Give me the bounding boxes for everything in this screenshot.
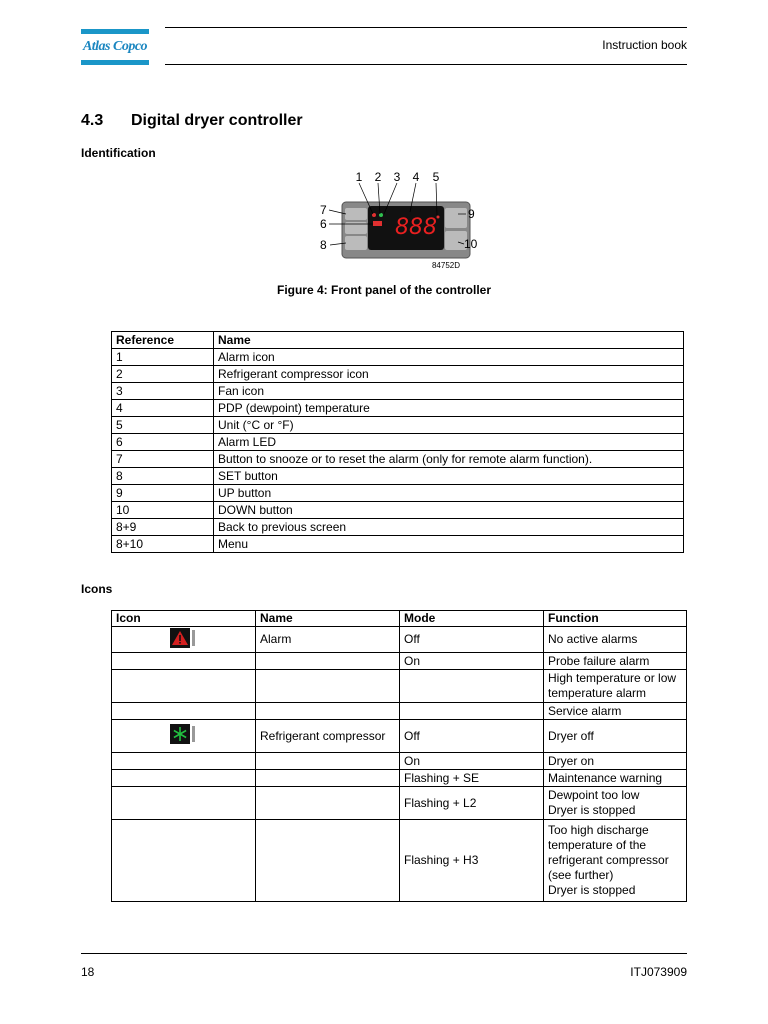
cell-function: Dryer on xyxy=(544,753,687,770)
table-row xyxy=(112,670,687,703)
identification-heading: Identification xyxy=(81,146,156,160)
cell-function: Too high discharge temperature of the refrigerant compressor (see further) Dryer is stopped xyxy=(544,820,687,902)
callout-3: 3 xyxy=(393,170,401,184)
callout-10: 10 xyxy=(464,237,478,251)
table-row xyxy=(112,653,687,670)
cell-mode: Flashing + H3 xyxy=(400,820,544,902)
table-row xyxy=(112,451,684,468)
cell-icon xyxy=(112,703,256,720)
cell-name xyxy=(256,787,400,820)
col-header-icon: Icon xyxy=(112,611,256,627)
cell-mode xyxy=(400,670,544,703)
cell-name: Back to previous screen xyxy=(214,519,684,536)
cell-icon xyxy=(112,753,256,770)
unit-marker xyxy=(437,216,440,219)
section-title: Digital dryer controller xyxy=(131,112,303,129)
cell-reference: 10 xyxy=(112,502,214,519)
table-row xyxy=(112,703,687,720)
cell-icon xyxy=(112,820,256,902)
callout-6: 6 xyxy=(320,217,327,231)
panel-button-7 xyxy=(345,208,367,220)
reference-table xyxy=(111,331,684,553)
callout-8: 8 xyxy=(320,238,327,252)
cell-name xyxy=(256,703,400,720)
cell-mode: Flashing + L2 xyxy=(400,787,544,820)
cell-icon xyxy=(112,787,256,820)
cell-name: UP button xyxy=(214,485,684,502)
cell-function: Dryer off xyxy=(544,720,687,753)
table-row xyxy=(112,400,684,417)
cell-reference: 4 xyxy=(112,400,214,417)
cell-reference: 2 xyxy=(112,366,214,383)
cell-name: Refrigerant compressor icon xyxy=(214,366,684,383)
cell-mode: On xyxy=(400,653,544,670)
col-header-reference: Reference xyxy=(112,332,214,349)
cell-function: Maintenance warning xyxy=(544,770,687,787)
col-header-name: Name xyxy=(214,332,684,349)
cell-name: Refrigerant compressor xyxy=(256,720,400,753)
cell-reference: 3 xyxy=(112,383,214,400)
callout-4: 4 xyxy=(412,170,420,184)
cell-name: Alarm xyxy=(256,627,400,653)
cell-reference: 6 xyxy=(112,434,214,451)
table-row xyxy=(112,502,684,519)
alarm-led xyxy=(373,221,382,226)
table-row xyxy=(112,770,687,787)
callout-1: 1 xyxy=(355,170,363,184)
col-header-name: Name xyxy=(256,611,400,627)
cell-name: DOWN button xyxy=(214,502,684,519)
document-id: ITJ073909 xyxy=(630,965,687,979)
table-row xyxy=(112,753,687,770)
cell-function: High temperature or low temperature alarm xyxy=(544,670,687,703)
cell-mode xyxy=(400,703,544,720)
table-row xyxy=(112,720,687,753)
header-title: Instruction book xyxy=(602,38,687,52)
compressor-icon-marker xyxy=(379,213,383,217)
cell-function: Probe failure alarm xyxy=(544,653,687,670)
table-row xyxy=(112,519,684,536)
cell-reference: 8 xyxy=(112,468,214,485)
cell-function: No active alarms xyxy=(544,627,687,653)
figure-code: 84752D xyxy=(431,261,461,270)
col-header-mode: Mode xyxy=(400,611,544,627)
cell-name: Alarm LED xyxy=(214,434,684,451)
cell-mode: Off xyxy=(400,627,544,653)
logo-bar-top xyxy=(81,29,149,34)
cell-name: Fan icon xyxy=(214,383,684,400)
col-header-function: Function xyxy=(544,611,687,627)
cell-reference: 9 xyxy=(112,485,214,502)
figure-caption: Figure 4: Front panel of the controller xyxy=(276,283,491,297)
table-header-row xyxy=(112,611,687,627)
cell-name xyxy=(256,820,400,902)
cell-name: Button to snooze or to reset the alarm (only for remote alarm function). xyxy=(214,451,684,468)
cell-name xyxy=(256,653,400,670)
cell-reference: 1 xyxy=(112,349,214,366)
header-rule-bottom xyxy=(165,64,687,65)
callout-5: 5 xyxy=(432,170,440,184)
cell-name: SET button xyxy=(214,468,684,485)
table-row xyxy=(112,366,684,383)
alarm-triangle-icon xyxy=(170,628,198,648)
cell-function: Dewpoint too low Dryer is stopped xyxy=(544,787,687,820)
table-row xyxy=(112,349,684,366)
table-row xyxy=(112,434,684,451)
logo-text: Atlas Copco xyxy=(82,39,148,54)
table-row xyxy=(112,787,687,820)
callout-2: 2 xyxy=(374,170,382,184)
callout-7: 7 xyxy=(320,203,327,217)
snowflake-icon xyxy=(170,724,198,744)
icons-table-body xyxy=(112,627,687,902)
callout-9: 9 xyxy=(468,207,475,221)
table-row xyxy=(112,536,684,553)
cell-reference: 8+9 xyxy=(112,519,214,536)
table-row xyxy=(112,627,687,653)
cell-reference: 5 xyxy=(112,417,214,434)
footer-rule xyxy=(81,953,687,954)
panel-button-8 xyxy=(345,236,367,250)
table-row xyxy=(112,417,684,434)
cell-name xyxy=(256,770,400,787)
display-digits: 888 xyxy=(395,215,437,240)
cell-mode: Flashing + SE xyxy=(400,770,544,787)
cell-function: Service alarm xyxy=(544,703,687,720)
panel-button-9 xyxy=(445,208,467,228)
logo-bar-bottom xyxy=(81,60,149,65)
cell-reference: 8+10 xyxy=(112,536,214,553)
cell-reference: 7 xyxy=(112,451,214,468)
cell-icon xyxy=(112,653,256,670)
table-header-row xyxy=(112,332,684,349)
table-row xyxy=(112,468,684,485)
icons-table xyxy=(111,610,687,902)
cell-mode: Off xyxy=(400,720,544,753)
table-row xyxy=(112,383,684,400)
cell-name xyxy=(256,753,400,770)
cell-name: PDP (dewpoint) temperature xyxy=(214,400,684,417)
cell-icon xyxy=(112,720,256,753)
header-rule-top xyxy=(165,27,687,28)
page-number: 18 xyxy=(81,965,95,979)
table-row xyxy=(112,485,684,502)
atlas-copco-logo xyxy=(81,29,149,65)
cell-mode: On xyxy=(400,753,544,770)
cell-name: Alarm icon xyxy=(214,349,684,366)
cell-name: Unit (°C or °F) xyxy=(214,417,684,434)
cell-name: Menu xyxy=(214,536,684,553)
cell-icon xyxy=(112,627,256,653)
controller-front-panel-figure xyxy=(318,170,478,276)
table-row xyxy=(112,820,687,902)
reference-table-body xyxy=(112,349,684,553)
icons-heading: Icons xyxy=(81,582,113,596)
cell-name xyxy=(256,670,400,703)
cell-icon xyxy=(112,670,256,703)
cell-icon xyxy=(112,770,256,787)
section-number: 4.3 xyxy=(81,112,104,129)
